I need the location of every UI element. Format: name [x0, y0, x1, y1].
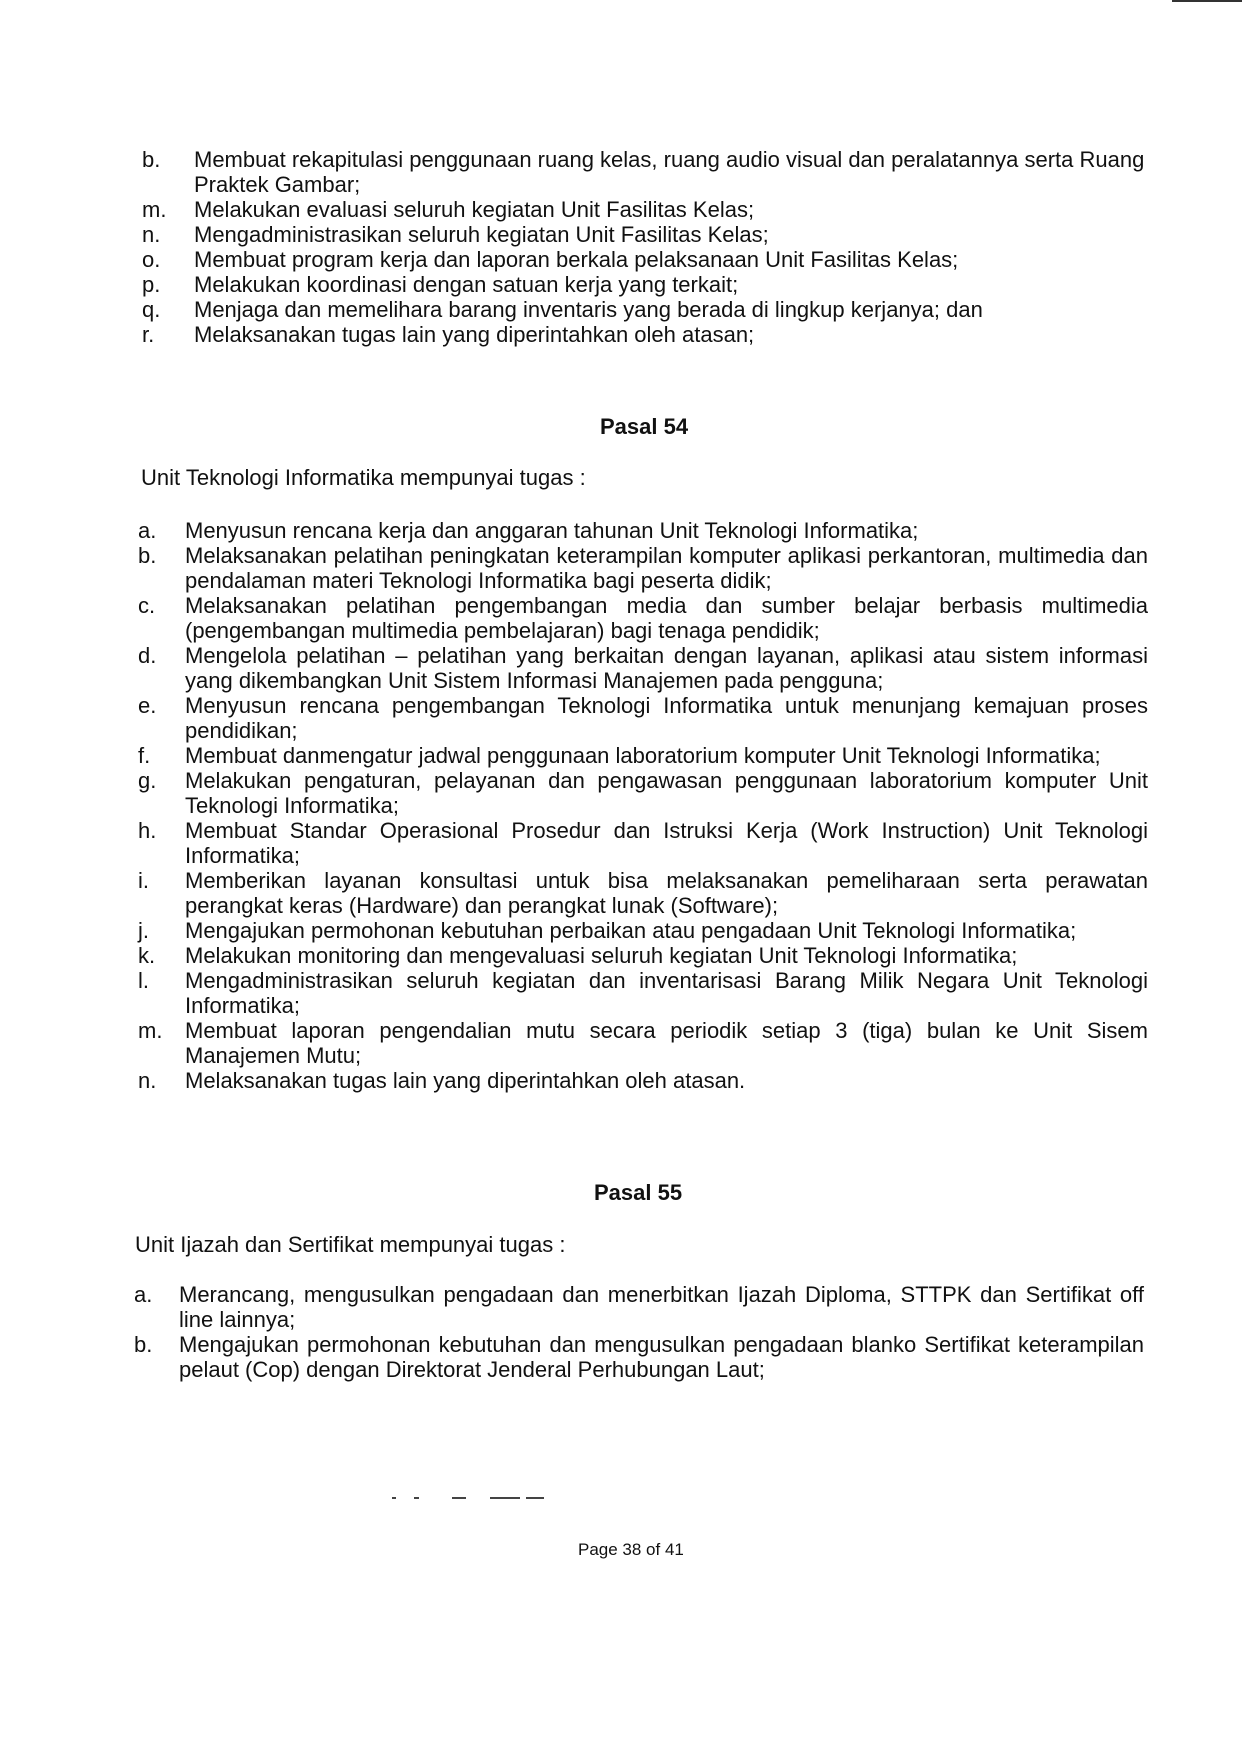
list-item [138, 868, 1148, 918]
list-marker: f. [138, 743, 151, 768]
list-item [138, 1018, 1148, 1068]
list-item [138, 643, 1148, 693]
page-number: Page 38 of 41 [578, 1540, 684, 1559]
list-marker: c. [138, 593, 156, 618]
scan-edge-line [1172, 0, 1242, 2]
list-item-text: Menjaga dan memelihara barang inventaris yang berada di lingkup kerjanya; dan [194, 297, 983, 322]
list-item [142, 222, 1154, 247]
list-marker: n. [138, 1068, 157, 1093]
list-item [138, 918, 1148, 943]
list-item [138, 968, 1148, 1018]
list-item-text: Mengajukan permohonan kebutuhan perbaikan atau pengadaan Unit Teknologi Informatika; [185, 918, 1077, 943]
unit-fasilitas-kelas-task-list [142, 147, 1154, 347]
list-marker: a. [138, 518, 157, 543]
list-marker: i. [138, 868, 149, 893]
list-marker: b. [134, 1332, 153, 1357]
list-marker: l. [138, 968, 149, 993]
list-item-text: Mengelola pelatihan – pelatihan yang berkaitan dengan layanan, aplikasi atau sistem informasi yang dikembangkan Unit Sistem Informasi Manajemen pada pengguna; [185, 643, 1148, 693]
list-item-text: Menyusun rencana pengembangan Teknologi Informatika untuk menunjang kemajuan proses pendidikan; [185, 693, 1148, 743]
list-marker: q. [142, 297, 161, 322]
list-item-text: Membuat rekapitulasi penggunaan ruang kelas, ruang audio visual dan peralatannya serta Ruang Praktek Gambar; [194, 147, 1145, 197]
list-item [142, 272, 1154, 297]
list-marker: m. [138, 1018, 163, 1043]
scan-artifact [526, 1497, 544, 1499]
list-marker: b. [138, 543, 157, 568]
list-item-text: Melakukan koordinasi dengan satuan kerja yang terkait; [194, 272, 739, 297]
list-marker: g. [138, 768, 157, 793]
pasal-54-heading: Pasal 54 [600, 414, 689, 439]
pasal-55-heading: Pasal 55 [594, 1180, 683, 1205]
list-item-text: Melaksanakan tugas lain yang diperintahkan oleh atasan. [185, 1068, 746, 1093]
list-item-text: Membuat danmengatur jadwal penggunaan laboratorium komputer Unit Teknologi Informatika; [185, 743, 1101, 768]
list-item [138, 768, 1148, 818]
list-item-text: Merancang, mengusulkan pengadaan dan menerbitkan Ijazah Diploma, STTPK dan Sertifikat off line lainnya; [179, 1282, 1144, 1332]
list-item [134, 1332, 1144, 1382]
list-marker: b. [142, 147, 161, 172]
list-item-text: Mengadministrasikan seluruh kegiatan Unit Fasilitas Kelas; [194, 222, 769, 247]
list-marker: o. [142, 247, 161, 272]
list-item-text: Mengajukan permohonan kebutuhan dan mengusulkan pengadaan blanko Sertifikat keterampilan pelaut (Cop) dengan Direktorat Jenderal Perhubungan Laut; [179, 1332, 1144, 1382]
list-marker: m. [142, 197, 167, 222]
list-item [142, 147, 1154, 197]
list-marker: r. [142, 322, 155, 347]
pasal-55-intro: Unit Ijazah dan Sertifikat mempunyai tugas : [135, 1232, 566, 1257]
scan-artifact [490, 1497, 520, 1499]
list-item [142, 297, 1154, 322]
list-item [138, 518, 1148, 543]
list-item [138, 743, 1148, 768]
list-item [134, 1282, 1144, 1332]
list-item-text: Mengadministrasikan seluruh kegiatan dan inventarisasi Barang Milik Negara Unit Teknologi Informatika; [185, 968, 1148, 1018]
list-item-text: Memberikan layanan konsultasi untuk bisa melaksanakan pemeliharaan serta perawatan perangkat keras (Hardware) dan perangkat lunak (Software); [185, 868, 1148, 918]
list-marker: h. [138, 818, 157, 843]
scan-artifact [452, 1497, 466, 1499]
list-marker: k. [138, 943, 156, 968]
unit-ijazah-sertifikat-task-list [134, 1282, 1144, 1382]
list-item-text: Melakukan pengaturan, pelayanan dan pengawasan penggunaan laboratorium komputer Unit Teknologi Informatika; [185, 768, 1148, 818]
list-marker: n. [142, 222, 161, 247]
list-item [138, 593, 1148, 643]
list-marker: p. [142, 272, 161, 297]
list-item [142, 197, 1154, 222]
list-item [138, 1068, 1148, 1093]
pasal-54-intro: Unit Teknologi Informatika mempunyai tugas : [141, 465, 586, 490]
list-marker: e. [138, 693, 157, 718]
list-item-text: Melakukan evaluasi seluruh kegiatan Unit Fasilitas Kelas; [194, 197, 755, 222]
list-item-text: Melaksanakan pelatihan pengembangan media dan sumber belajar berbasis multimedia (pengembangan multimedia pembelajaran) bagi tenaga pendidik; [185, 593, 1148, 643]
list-item-text: Membuat Standar Operasional Prosedur dan Istruksi Kerja (Work Instruction) Unit Teknologi Informatika; [185, 818, 1148, 868]
scan-artifact [414, 1497, 419, 1499]
list-item-text: Melaksanakan pelatihan peningkatan keterampilan komputer aplikasi perkantoran, multimedia dan pendalaman materi Teknologi Informatika bagi peserta didik; [185, 543, 1148, 593]
list-marker: j. [138, 918, 149, 943]
list-item [138, 543, 1148, 593]
list-item-text: Membuat laporan pengendalian mutu secara periodik setiap 3 (tiga) bulan ke Unit Sisem Manajemen Mutu; [185, 1018, 1148, 1068]
list-item [142, 247, 1154, 272]
list-item-text: Menyusun rencana kerja dan anggaran tahunan Unit Teknologi Informatika; [185, 518, 919, 543]
list-item [138, 693, 1148, 743]
list-item [142, 322, 1154, 347]
list-marker: d. [138, 643, 157, 668]
unit-teknologi-informatika-task-list [138, 518, 1148, 1093]
list-marker: a. [134, 1282, 153, 1307]
list-item-text: Membuat program kerja dan laporan berkala pelaksanaan Unit Fasilitas Kelas; [194, 247, 959, 272]
scan-artifact [392, 1497, 396, 1499]
list-item [138, 818, 1148, 868]
list-item-text: Melakukan monitoring dan mengevaluasi seluruh kegiatan Unit Teknologi Informatika; [185, 943, 1018, 968]
list-item [138, 943, 1148, 968]
list-item-text: Melaksanakan tugas lain yang diperintahkan oleh atasan; [194, 322, 755, 347]
